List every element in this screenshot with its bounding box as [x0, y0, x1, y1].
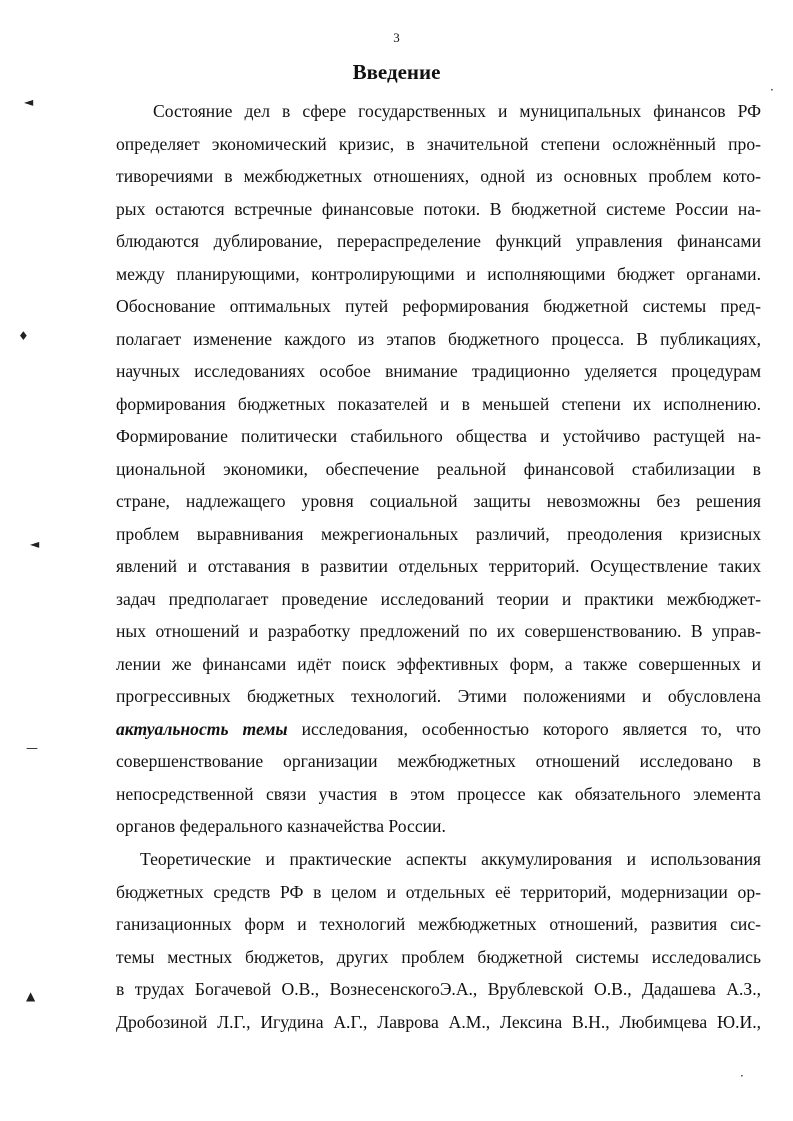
text-line: лении же финансами идёт поиск эффективных форм, а также совершенных и — [116, 653, 761, 674]
text-line: Дробозиной Л.Г., Игудина А.Г., Лаврова А.М., Лексина В.Н., Любимцева Ю.И., — [116, 1011, 761, 1032]
text-line: органов федерального казначейства России. — [116, 816, 446, 836]
text-line: формирования бюджетных показателей и в меньшей степени их исполнению. — [116, 393, 761, 414]
text-line: полагает изменение каждого из этапов бюджетного процесса. В публикациях, — [116, 328, 761, 349]
text-line: совершенствование организации межбюджетных отношений исследовано в — [116, 751, 761, 771]
text-line: явлений и отставания в развитии отдельных территорий. Осуществление таких — [116, 556, 761, 576]
page-number: 3 — [393, 30, 400, 45]
highlight-rest: исследования, особенностью которого является то, что — [287, 718, 761, 739]
text-line: Формирование политически стабильного общества и устойчиво растущей на- — [116, 426, 761, 446]
text-line: темы местных бюджетов, других проблем бюджетной системы исследовались — [116, 946, 761, 967]
highlight-term: актуальность темы — [116, 718, 288, 739]
text-line: бюджетных средств РФ в целом и отдельных её территорий, модернизации ор- — [116, 881, 761, 902]
text-line: Состояние дел в сфере государственных и муниципальных финансов РФ — [153, 101, 761, 121]
scan-mark-dash: — — [26, 741, 38, 755]
scan-mark-dot: · — [770, 83, 774, 97]
scan-mark-triangle: ▲ — [26, 989, 36, 1003]
scan-mark-arrow: ◄ — [24, 95, 34, 109]
paragraph-1 — [116, 95, 761, 843]
scan-mark-diamond: ♦ — [18, 329, 29, 343]
scan-mark-dot: · — [740, 1069, 744, 1083]
text-line: определяет экономический кризис, в значительной степени осложнённый про- — [116, 133, 761, 154]
section-heading: Введение — [352, 60, 441, 84]
text-line: блюдаются дублирование, перераспределение функций управления финансами — [116, 231, 761, 251]
text-line: задач предполагает проведение исследований теории и практики межбюджет- — [116, 588, 761, 609]
text-line-highlight — [116, 713, 761, 746]
text-line: непосредственной связи участия в этом процессе как обязательного элемента — [116, 783, 761, 804]
text-line: прогрессивных бюджетных технологий. Этими положениями и обусловлена — [116, 686, 761, 706]
text-line: тиворечиями в межбюджетных отношениях, одной из основных проблем кото- — [116, 166, 761, 186]
text-line: ных отношений и разработку предложений по их совершенствованию. В управ- — [116, 621, 761, 641]
text-line: научных исследованиях особое внимание традиционно уделяется процедурам — [116, 361, 761, 381]
text-line: в трудах Богачевой О.В., ВознесенскогоЭ.А., Врублевской О.В., Дадашева А.З., — [116, 979, 761, 999]
text-line: между планирующими, контролирующими и исполняющими бюджет органами. — [116, 263, 761, 284]
text-line: стране, надлежащего уровня социальной защиты невозможны без решения — [116, 491, 761, 511]
scan-mark-arrow: ◄ — [30, 537, 40, 551]
text-line: Обоснование оптимальных путей реформирования бюджетной системы пред- — [116, 296, 761, 316]
text-line: циональной экономики, обеспечение реальной финансовой стабилизации в — [116, 458, 761, 479]
text-line: проблем выравнивания межрегиональных различий, преодоления кризисных — [116, 523, 761, 544]
paragraph-2 — [116, 843, 761, 1038]
text-line: рых остаются встречные финансовые потоки. В бюджетной системе России на- — [116, 198, 761, 219]
text-line: ганизационных форм и технологий межбюджетных отношений, развития сис- — [116, 914, 761, 934]
text-line: Теоретические и практические аспекты аккумулирования и использования — [140, 849, 761, 869]
